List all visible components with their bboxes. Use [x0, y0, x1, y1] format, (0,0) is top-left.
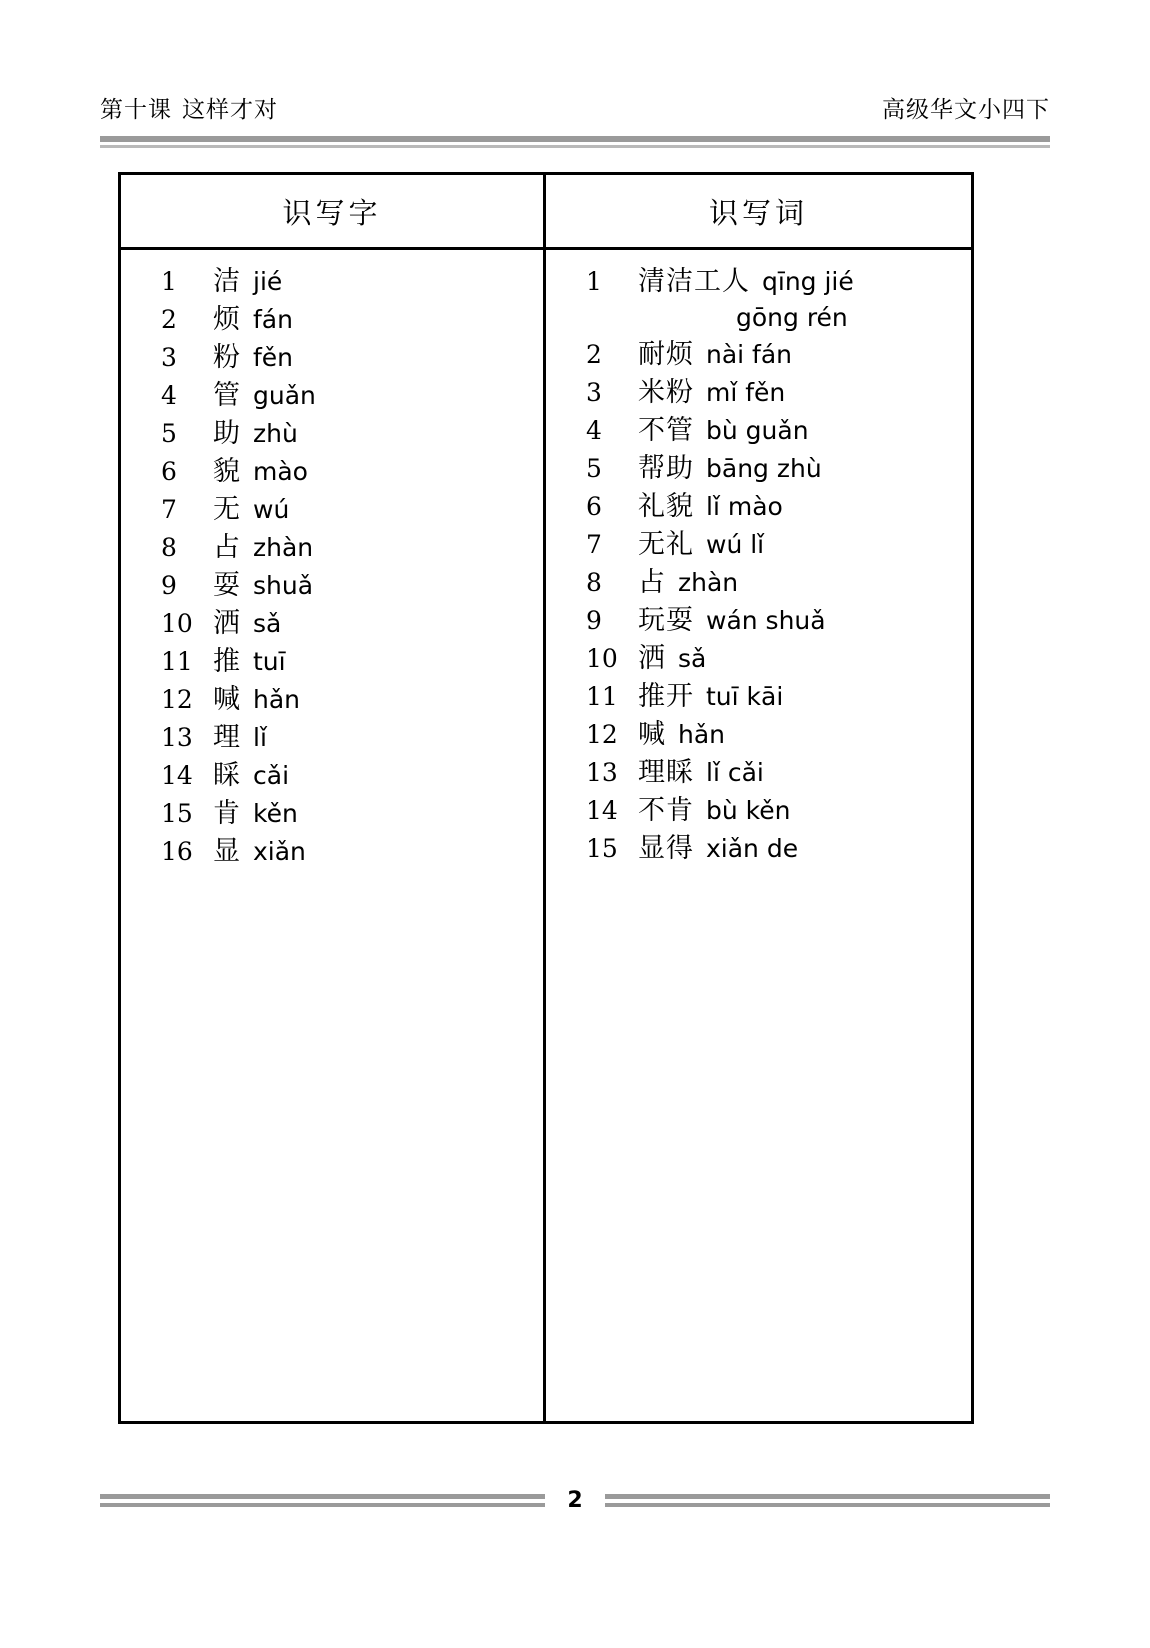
- item-number: 2: [586, 340, 602, 369]
- item-pinyin: fěn: [253, 343, 294, 372]
- item-hanzi: 喊: [213, 684, 241, 715]
- item-pinyin: hǎn: [678, 720, 726, 749]
- column-words-body: [546, 250, 971, 1421]
- item-number: 5: [161, 419, 177, 448]
- column-characters-body: [121, 250, 543, 1421]
- item-hanzi: 不肯: [638, 795, 694, 826]
- item-pinyin: wú: [253, 495, 290, 524]
- list-item: [121, 458, 543, 485]
- item-number: 8: [586, 568, 602, 597]
- item-pinyin: wú lǐ: [706, 530, 765, 559]
- lesson-title: 这样才对: [182, 97, 278, 123]
- header-divider-thick: [100, 136, 1050, 142]
- item-number: 14: [586, 796, 618, 825]
- item-number: 14: [161, 761, 193, 790]
- list-item: [546, 569, 971, 596]
- item-hanzi: 耍: [213, 570, 241, 601]
- vocabulary-table: [118, 172, 974, 1424]
- list-item: [121, 610, 543, 637]
- book-title: 高级华文小四下: [882, 97, 1050, 123]
- item-hanzi: 理: [213, 722, 241, 753]
- list-item: [121, 572, 543, 599]
- item-pinyin: sǎ: [253, 609, 282, 638]
- item-pinyin: wán shuǎ: [706, 606, 826, 635]
- item-hanzi: 占: [213, 532, 241, 563]
- list-item: [546, 379, 971, 406]
- item-pinyin-continued: gōng rén: [736, 303, 848, 332]
- lesson-heading: [100, 91, 278, 124]
- item-number: 3: [161, 343, 177, 372]
- list-item: [546, 341, 971, 368]
- item-number: 11: [161, 647, 193, 676]
- list-item: [121, 382, 543, 409]
- item-number: 1: [161, 267, 177, 296]
- item-hanzi: 睬: [213, 760, 241, 791]
- page-header: [100, 88, 1050, 124]
- item-number: 4: [586, 416, 602, 445]
- item-hanzi: 清洁工人: [638, 266, 750, 297]
- item-pinyin: guǎn: [253, 381, 316, 410]
- item-number: 7: [161, 495, 177, 524]
- list-item: [121, 838, 543, 865]
- item-pinyin: qīng jié: [762, 267, 854, 296]
- list-item: [121, 762, 543, 789]
- item-hanzi: 肯: [213, 798, 241, 829]
- item-pinyin: lǐ: [253, 723, 267, 752]
- item-hanzi: 占: [638, 567, 666, 598]
- item-hanzi: 粉: [213, 342, 241, 373]
- list-item: [546, 721, 971, 748]
- item-hanzi: 助: [213, 418, 241, 449]
- item-number: 7: [586, 530, 602, 559]
- footer-rule-bottom-right: [605, 1503, 1050, 1507]
- item-hanzi: 玩耍: [638, 605, 694, 636]
- item-hanzi: 烦: [213, 304, 241, 335]
- column-characters: [121, 175, 546, 1421]
- item-hanzi: 推开: [638, 681, 694, 712]
- item-number: 6: [161, 457, 177, 486]
- list-item: [121, 268, 543, 295]
- item-pinyin: nài fán: [706, 340, 793, 369]
- list-item: [546, 607, 971, 634]
- list-item: [546, 493, 971, 520]
- footer-divider-right: [605, 1494, 1050, 1507]
- item-pinyin: kěn: [253, 799, 298, 828]
- list-item: [121, 306, 543, 333]
- list-item: [546, 759, 971, 786]
- list-item: [121, 648, 543, 675]
- item-pinyin: bù guǎn: [706, 416, 809, 445]
- item-hanzi: 不管: [638, 415, 694, 446]
- item-pinyin: fán: [253, 305, 293, 334]
- item-number: 10: [586, 644, 618, 673]
- item-number: 15: [161, 799, 193, 828]
- item-pinyin: zhù: [253, 419, 298, 448]
- item-pinyin: lǐ mào: [706, 492, 783, 521]
- item-hanzi: 管: [213, 380, 241, 411]
- footer-rule-bottom-left: [100, 1503, 545, 1507]
- item-number: 9: [586, 606, 602, 635]
- item-hanzi: 貌: [213, 456, 241, 487]
- item-hanzi: 洒: [638, 643, 666, 674]
- item-number: 13: [586, 758, 618, 787]
- list-item: [121, 420, 543, 447]
- header-divider: [100, 136, 1050, 148]
- list-item: [546, 417, 971, 444]
- item-pinyin: xiǎn: [253, 837, 306, 866]
- item-hanzi: 显得: [638, 833, 694, 864]
- item-number: 11: [586, 682, 618, 711]
- item-pinyin: zhàn: [678, 568, 739, 597]
- item-hanzi: 显: [213, 836, 241, 867]
- item-pinyin: mào: [253, 457, 308, 486]
- item-pinyin: hǎn: [253, 685, 301, 714]
- column-words-heading: 识写词: [546, 175, 971, 250]
- item-pinyin: zhàn: [253, 533, 314, 562]
- list-item: [546, 268, 971, 330]
- item-number: 6: [586, 492, 602, 521]
- item-number: 8: [161, 533, 177, 562]
- footer-rule-top-left: [100, 1494, 545, 1499]
- page-number: 2: [567, 1487, 583, 1513]
- item-number: 12: [586, 720, 618, 749]
- item-number: 1: [586, 267, 602, 296]
- item-pinyin: jié: [253, 267, 283, 296]
- header-divider-thin: [100, 145, 1050, 148]
- item-pinyin: mǐ fěn: [706, 378, 786, 407]
- item-pinyin: cǎi: [253, 761, 290, 790]
- item-number: 5: [586, 454, 602, 483]
- column-characters-heading: 识写字: [121, 175, 543, 250]
- item-hanzi: 无: [213, 494, 241, 525]
- item-hanzi: 米粉: [638, 377, 694, 408]
- item-pinyin: lǐ cǎi: [706, 758, 764, 787]
- item-pinyin: shuǎ: [253, 571, 314, 600]
- list-item: [121, 344, 543, 371]
- column-words: [546, 175, 971, 1421]
- item-number: 4: [161, 381, 177, 410]
- item-number: 16: [161, 837, 193, 866]
- footer-divider-left: [100, 1494, 545, 1507]
- list-item: [546, 455, 971, 482]
- item-number: 12: [161, 685, 193, 714]
- list-item: [121, 686, 543, 713]
- item-hanzi: 理睬: [638, 757, 694, 788]
- list-item: [546, 645, 971, 672]
- item-pinyin: bāng zhù: [706, 454, 822, 483]
- item-number: 10: [161, 609, 193, 638]
- item-hanzi: 礼貌: [638, 491, 694, 522]
- list-item: [546, 531, 971, 558]
- list-item: [121, 496, 543, 523]
- list-item: [546, 683, 971, 710]
- item-pinyin: tuī kāi: [706, 682, 784, 711]
- item-pinyin: xiǎn de: [706, 834, 799, 863]
- item-pinyin: sǎ: [678, 644, 707, 673]
- item-number: 9: [161, 571, 177, 600]
- item-pinyin: bù kěn: [706, 796, 791, 825]
- item-hanzi: 帮助: [638, 453, 694, 484]
- item-hanzi: 洁: [213, 266, 241, 297]
- item-hanzi: 洒: [213, 608, 241, 639]
- lesson-number: 第十课: [100, 97, 172, 123]
- item-hanzi: 推: [213, 646, 241, 677]
- item-hanzi: 耐烦: [638, 339, 694, 370]
- list-item: [121, 800, 543, 827]
- item-number: 13: [161, 723, 193, 752]
- item-hanzi: 无礼: [638, 529, 694, 560]
- page-footer: [100, 1480, 1050, 1520]
- list-item: [121, 534, 543, 561]
- item-number: 2: [161, 305, 177, 334]
- item-number: 15: [586, 834, 618, 863]
- footer-rule-top-right: [605, 1494, 1050, 1499]
- item-pinyin: tuī: [253, 647, 286, 676]
- item-hanzi: 喊: [638, 719, 666, 750]
- list-item: [546, 835, 971, 862]
- list-item: [121, 724, 543, 751]
- item-number: 3: [586, 378, 602, 407]
- list-item: [546, 797, 971, 824]
